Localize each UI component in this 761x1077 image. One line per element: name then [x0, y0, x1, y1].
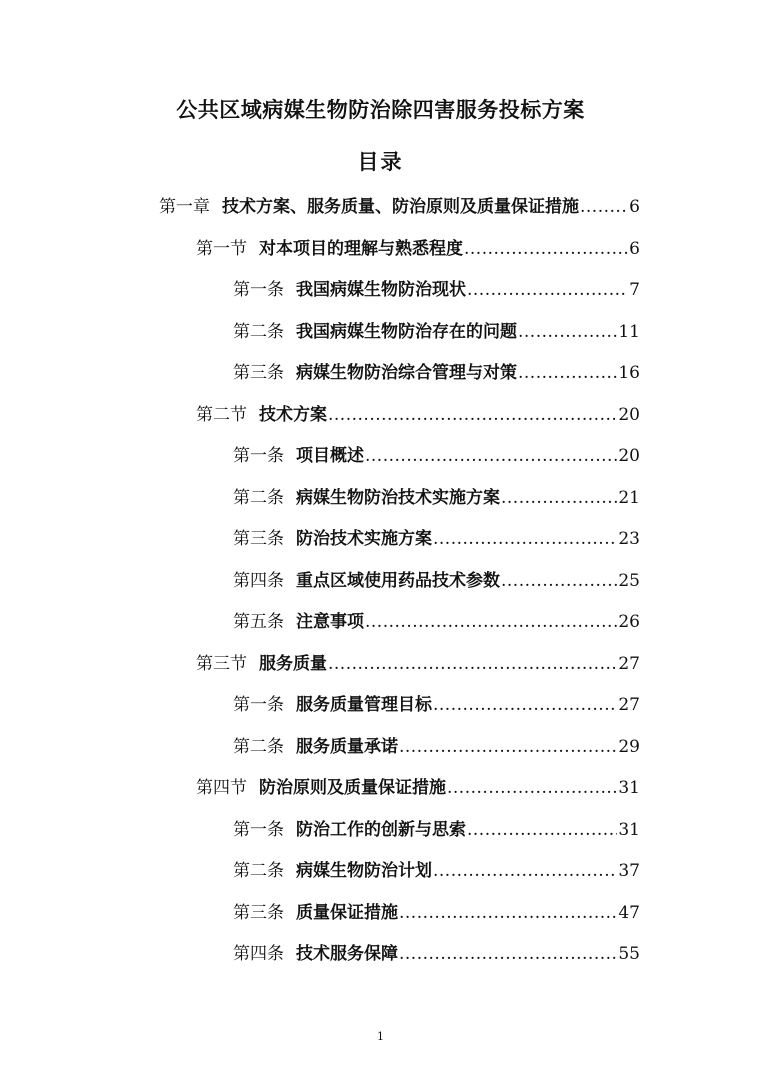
toc-entry[interactable]: [233, 901, 640, 925]
toc-entry-title: 防治原则及质量保证措施: [259, 778, 446, 798]
toc-entry[interactable]: [233, 278, 640, 302]
toc-dot-leader: [433, 527, 617, 551]
toc-dot-leader: [328, 403, 617, 427]
toc-entry-number: 第二条: [233, 487, 284, 508]
toc-entry-title: 防治技术实施方案: [296, 529, 432, 549]
toc-dot-leader: [518, 320, 617, 344]
toc-entry[interactable]: [196, 403, 640, 427]
toc-dot-leader: [399, 735, 617, 759]
toc-entry-number: 第一条: [233, 695, 284, 715]
toc-entry[interactable]: [233, 693, 640, 717]
toc-dot-leader: [365, 610, 617, 634]
toc-entry-title: 病媒生物防治计划: [296, 861, 432, 881]
page-number: 1: [377, 1030, 384, 1043]
toc-entry-title: 病媒生物防治综合管理与对策: [296, 363, 517, 383]
toc-entry-title: 重点区域使用药品技术参数: [296, 570, 500, 591]
toc-entry-page: 20: [618, 446, 640, 466]
toc-dot-leader: [467, 278, 628, 302]
toc-entry-title: 质量保证措施: [296, 902, 398, 923]
toc-entry-title: 我国病媒生物防治现状: [296, 280, 466, 300]
toc-entry-page: 31: [618, 778, 640, 798]
toc-entry-number: 第一节: [196, 238, 247, 259]
toc-entry-title: 技术服务保障: [296, 944, 398, 964]
toc-entry-title: 服务质量管理目标: [296, 695, 432, 715]
toc-entry-page: 21: [618, 487, 640, 508]
toc-dot-leader: [447, 776, 617, 800]
toc-entry[interactable]: [196, 237, 640, 261]
toc-entry[interactable]: [233, 527, 640, 551]
toc-entry-number: 第三条: [233, 363, 284, 383]
toc-entry-title: 病媒生物防治技术实施方案: [296, 487, 500, 508]
toc-entry[interactable]: [233, 859, 640, 883]
toc-entry[interactable]: [233, 361, 640, 385]
page-title: 公共区域病媒生物防治除四害服务投标方案: [176, 97, 585, 122]
toc-entry-page: 23: [618, 529, 640, 549]
toc-entry-number: 第四条: [233, 570, 284, 591]
toc-entry-title: 技术方案、服务质量、防治原则及质量保证措施: [222, 197, 579, 217]
toc-entry[interactable]: [233, 569, 640, 593]
toc-entry-page: 47: [618, 902, 640, 923]
toc-entry-number: 第二条: [233, 736, 284, 757]
toc-entry-page: 31: [618, 819, 640, 840]
toc-entry-number: 第三节: [196, 653, 247, 674]
toc-entry[interactable]: [233, 942, 640, 966]
toc-dot-leader: [433, 859, 617, 883]
toc-entry-page: 27: [618, 653, 640, 674]
toc-entry-number: 第一条: [233, 819, 284, 840]
toc-entry-number: 第四节: [196, 778, 247, 798]
toc-entry[interactable]: [233, 735, 640, 759]
toc-dot-leader: [399, 942, 617, 966]
toc-entry-number: 第一条: [233, 446, 284, 466]
toc-entry-number: 第二条: [233, 321, 284, 342]
toc-entry[interactable]: [233, 486, 640, 510]
toc-entry-page: 6: [629, 197, 640, 217]
toc-entry-page: 25: [618, 570, 640, 591]
toc-entry-number: 第五条: [233, 612, 284, 632]
toc-dot-leader: [433, 693, 617, 717]
toc-entry-page: 11: [618, 321, 640, 342]
toc-dot-leader: [501, 486, 617, 510]
toc-entry-title: 我国病媒生物防治存在的问题: [296, 321, 517, 342]
toc-entry-page: 7: [629, 280, 640, 300]
toc-entry-page: 37: [618, 861, 640, 881]
toc-dot-leader: [399, 901, 617, 925]
toc-entry-number: 第四条: [233, 944, 284, 964]
toc-entry-page: 27: [618, 695, 640, 715]
toc-entry[interactable]: [233, 444, 640, 468]
toc-entry-page: 6: [629, 238, 640, 259]
toc-heading: 目录: [357, 149, 404, 174]
toc-dot-leader: [467, 818, 617, 842]
toc-dot-leader: [365, 444, 617, 468]
toc-entry-number: 第二节: [196, 404, 247, 425]
toc-entry[interactable]: [196, 652, 640, 676]
toc-dot-leader: [518, 361, 617, 385]
toc-entry[interactable]: [196, 776, 640, 800]
toc-entry-title: 技术方案: [259, 404, 327, 425]
toc-entry-page: 16: [618, 363, 640, 383]
toc-entry-title: 项目概述: [296, 446, 364, 466]
toc-entry-page: 20: [618, 404, 640, 425]
toc-entry-number: 第三条: [233, 902, 284, 923]
toc-entry-number: 第一条: [233, 280, 284, 300]
toc-dot-leader: [464, 237, 628, 261]
toc-entry[interactable]: [233, 610, 640, 634]
toc-entry[interactable]: [233, 320, 640, 344]
toc-entry-number: 第三条: [233, 529, 284, 549]
toc-entry-title: 防治工作的创新与思索: [296, 819, 466, 840]
toc-entry-page: 26: [618, 612, 640, 632]
toc-entry-page: 29: [618, 736, 640, 757]
toc-entry[interactable]: [233, 818, 640, 842]
toc-entry-title: 服务质量承诺: [296, 736, 398, 757]
toc-entry-title: 注意事项: [296, 612, 364, 632]
toc-entry-page: 55: [618, 944, 640, 964]
toc-entry-title: 服务质量: [259, 653, 327, 674]
toc-entry-title: 对本项目的理解与熟悉程度: [259, 238, 463, 259]
toc-dot-leader: [328, 652, 617, 676]
toc-entry[interactable]: [159, 195, 640, 219]
toc-entry-number: 第一章: [159, 197, 210, 217]
toc-entry-number: 第二条: [233, 861, 284, 881]
toc-dot-leader: [580, 195, 628, 219]
toc-dot-leader: [501, 569, 617, 593]
